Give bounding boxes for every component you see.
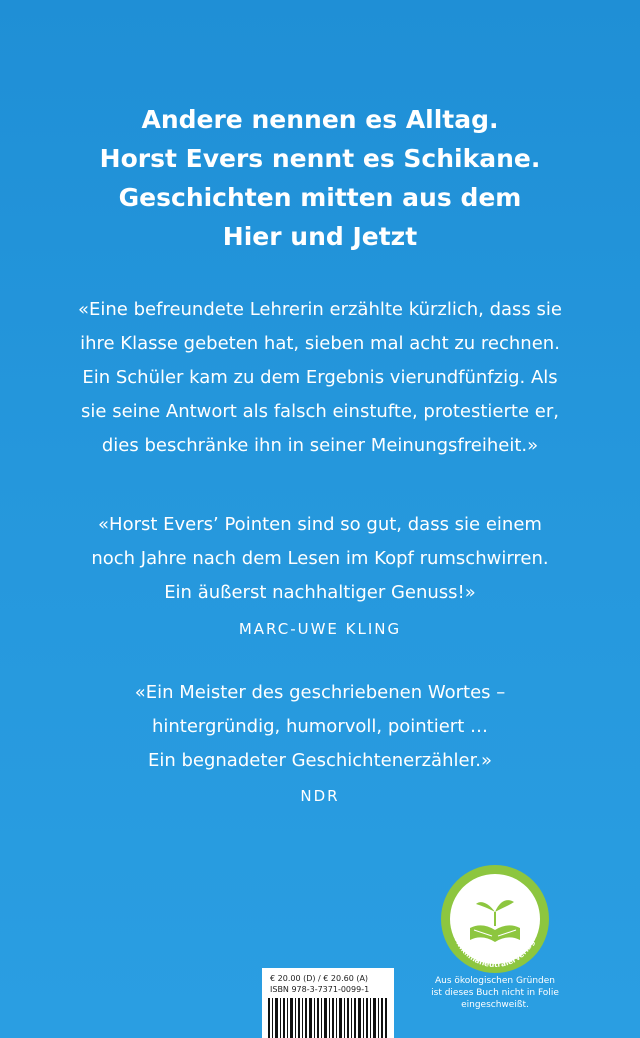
isbn-line: ISBN 978-3-7371-0099-1 [270,985,370,994]
umwelt-badge [440,864,550,974]
eco-note-line: ist dieses Buch nicht in Folie [431,988,559,998]
headline-line: Horst Evers nennt es Schikane. [99,144,541,173]
quote-line: hintergründig, humorvoll, pointiert … [151,716,488,737]
barcode [268,998,388,1038]
quote-line: sie seine Antwort als falsch einstufte, protestierte er, [81,401,559,422]
price-text [270,973,369,995]
headline-line: Geschichten mitten aus dem [118,183,522,212]
headline-line: Hier und Jetzt [222,222,418,251]
price-line: € 20.00 (D) / € 20.60 (A) [270,974,369,983]
quote-line: Ein begnadeter Geschichtenerzähler.» [147,750,493,771]
quote-line: dies beschränke ihn in seiner Meinungsfreiheit.» [101,435,539,456]
eco-note-line: Aus ökologischen Gründen [434,976,555,986]
headline-line: Andere nennen es Alltag. [141,105,499,134]
quote-line: ihre Klasse gebeten hat, sieben mal acht zu rechnen. [80,333,560,354]
price-isbn-block [262,968,394,1038]
quote-lehrerin [0,293,640,463]
quote-kling [0,508,640,610]
quote-line: noch Jahre nach dem Lesen im Kopf rumschwirren. [91,548,549,569]
quote-ndr [0,676,640,778]
quote-line: Ein äußerst nachhaltiger Genuss!» [164,582,476,603]
attribution-ndr: NDR [300,787,340,805]
badge-bottom-text: www.klimaneutralerverlag.de [450,927,540,970]
eco-note [410,975,580,1011]
eco-note-line: eingeschweißt. [461,1000,529,1010]
quote-line: «Ein Meister des geschriebenen Wortes – [134,682,506,703]
headline [0,100,640,256]
quote-line: «Horst Evers’ Pointen sind so gut, dass sie einem [98,514,542,535]
attribution-kling: MARC-UWE KLING [238,620,402,638]
badge-top-text: Der Umwelt zuliebe [450,873,540,917]
leaf-book-icon [440,864,550,974]
quote-line: Ein Schüler kam zu dem Ergebnis vierundfünfzig. Als [82,367,558,388]
quote-line: «Eine befreundete Lehrerin erzählte kürzlich, dass sie [78,299,562,320]
